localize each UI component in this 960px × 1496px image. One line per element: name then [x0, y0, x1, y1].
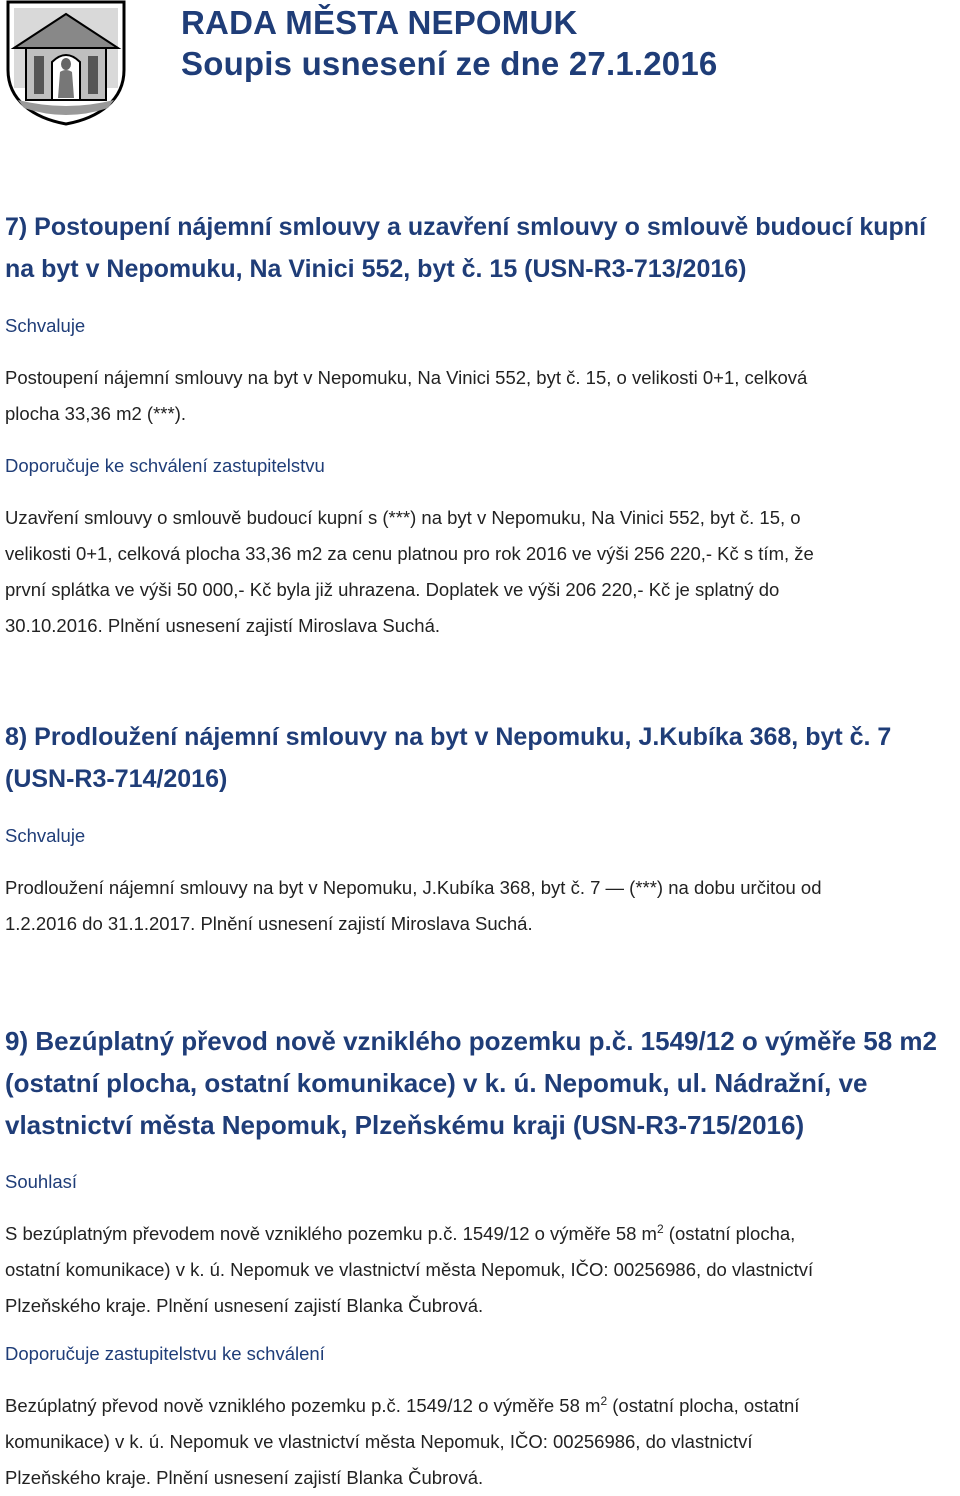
section-7-title	[5, 206, 950, 290]
text-line: Prodloužení nájemní smlouvy na byt v Nepomuku, J.Kubíka 368, byt č. 7 — (***) na dobu určitou od	[5, 877, 822, 898]
section-7-title-line1: 7) Postoupení nájemní smlouvy a uzavření smlouvy o smlouvě budoucí kupní	[5, 213, 927, 241]
section-8-approves-text	[5, 870, 950, 942]
text-line	[5, 1388, 950, 1424]
text-line	[5, 1216, 950, 1252]
section-9-recommends-text	[5, 1388, 950, 1496]
text-line: ostatní komunikace) v k. ú. Nepomuk ve vlastnictví města Nepomuk, IČO: 00256986, do vlastnictví	[5, 1259, 814, 1280]
section-9-title-line2: (ostatní plocha, ostatní komunikace) v k. ú. Nepomuk, ul. Nádražní, ve	[5, 1068, 868, 1098]
section-8-title	[5, 716, 950, 800]
superscript: 2	[656, 1221, 664, 1236]
section-7-approves-label: Schvaluje	[5, 315, 86, 336]
section-9-agrees-text	[5, 1216, 950, 1324]
document-header	[181, 4, 717, 86]
text-fragment: S bezúplatným převodem nově vzniklého pozemku p.č. 1549/12 o výměře 58 m	[5, 1223, 657, 1244]
section-9-title	[5, 1020, 950, 1146]
section-7-recommends-label: Doporučuje ke schválení zastupitelstvu	[5, 455, 325, 476]
text-line: Plzeňského kraje. Plnění usnesení zajistí Blanka Čubrová.	[5, 1295, 484, 1316]
section-7-title-line2: na byt v Nepomuku, Na Vinici 552, byt č. 15 (USN-R3-713/2016)	[5, 255, 747, 283]
section-8-title-line1: 8) Prodloužení nájemní smlouvy na byt v Nepomuku, J.Kubíka 368, byt č. 7	[5, 723, 892, 751]
text-line: plocha 33,36 m2 (***).	[5, 403, 186, 424]
text-line: Uzavření smlouvy o smlouvě budoucí kupní s (***) na byt v Nepomuku, Na Vinici 552, byt č. 15, o	[5, 507, 801, 528]
town-coat-of-arms-logo	[4, 0, 128, 126]
section-9-recommends-label: Doporučuje zastupitelstvu ke schválení	[5, 1343, 325, 1364]
section-7-recommends-text	[5, 500, 950, 644]
superscript: 2	[600, 1393, 608, 1408]
text-line: komunikace) v k. ú. Nepomuk ve vlastnictví města Nepomuk, IČO: 00256986, do vlastnictví	[5, 1431, 753, 1452]
text-fragment: Bezúplatný převod nově vzniklého pozemku p.č. 1549/12 o výměře 58 m	[5, 1395, 601, 1416]
text-line: první splátka ve výši 50 000,- Kč byla již uhrazena. Doplatek ve výši 206 220,- Kč je splatný do	[5, 579, 780, 600]
section-9-title-line3: vlastnictví města Nepomuk, Plzeňskému kraji (USN-R3-715/2016)	[5, 1110, 805, 1140]
document-title: Soupis usnesení ze dne 27.1.2016	[181, 45, 718, 82]
council-name: RADA MĚSTA NEPOMUK	[181, 4, 578, 41]
text-line: Postoupení nájemní smlouvy na byt v Nepomuku, Na Vinici 552, byt č. 15, o velikosti 0+1, celková	[5, 367, 808, 388]
section-8-approves-label: Schvaluje	[5, 825, 86, 846]
text-line: Plzeňského kraje. Plnění usnesení zajistí Blanka Čubrová.	[5, 1467, 484, 1488]
text-line: 1.2.2016 do 31.1.2017. Plnění usnesení zajistí Miroslava Suchá.	[5, 913, 533, 934]
text-line: 30.10.2016. Plnění usnesení zajistí Miroslava Suchá.	[5, 615, 441, 636]
section-8-title-line2: (USN-R3-714/2016)	[5, 765, 228, 793]
section-9-title-line1: 9) Bezúplatný převod nově vzniklého pozemku p.č. 1549/12 o výměře 58 m2	[5, 1026, 938, 1056]
section-7	[5, 206, 950, 290]
text-fragment: (ostatní plocha,	[663, 1223, 796, 1244]
section-9-agrees-label: Souhlasí	[5, 1171, 77, 1192]
section-7-approves-text	[5, 360, 950, 432]
text-line: velikosti 0+1, celková plocha 33,36 m2 za cenu platnou pro rok 2016 ve výši 256 220,- Kč s tím, že	[5, 543, 814, 564]
text-fragment: (ostatní plocha, ostatní	[607, 1395, 800, 1416]
